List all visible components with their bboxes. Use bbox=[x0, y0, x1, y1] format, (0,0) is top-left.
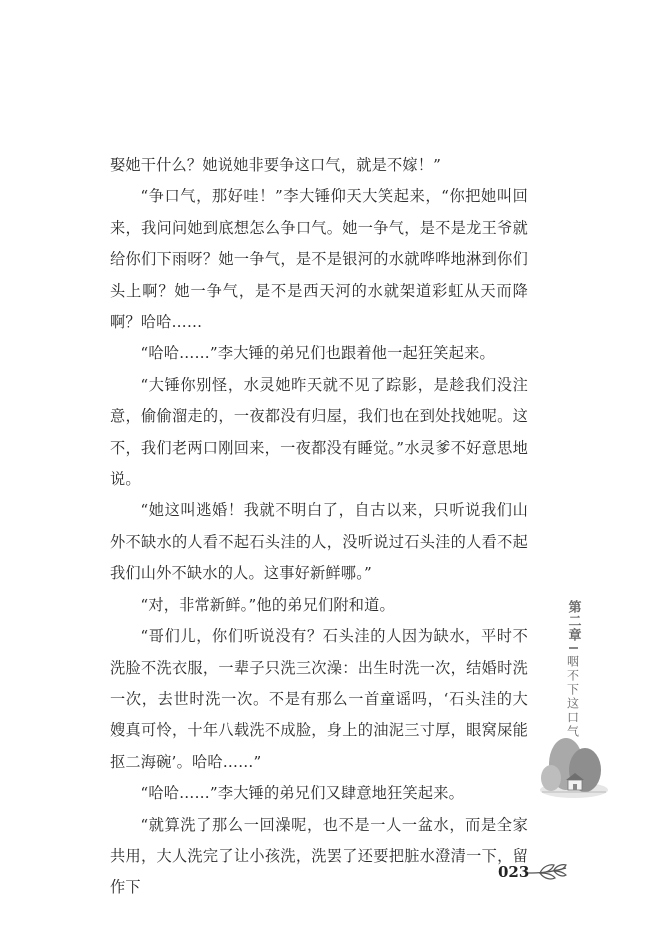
paragraph: “对，非常新鲜。”他的弟兄们附和道。 bbox=[140, 595, 395, 614]
paragraph: 娶她干什么？她说她非要争这口气，就是不嫁！” bbox=[110, 156, 442, 174]
chapter-label: 第二章 bbox=[565, 600, 581, 642]
paragraph: “哈哈……”李大锤的弟兄们又肆意地狂笑起来。 bbox=[140, 784, 465, 803]
paragraph: “她这叫逃婚！我就不明白了，自古以来，只听说我们山外不缺水的人看不起石头洼的人，没听说过石头洼的人看不起我们山外不缺水的人。这事好新鲜哪。” bbox=[110, 501, 528, 583]
title-divider bbox=[569, 647, 578, 649]
body-text bbox=[110, 150, 528, 904]
paragraph: “哥们儿，你们听说没有？石头洼的人因为缺水，平时不洗脸不洗衣服，一辈子只洗三次澡：出生时洗一次，结婚时洗一次，去世时洗一次。不是有那么一首童谣吗，‘石头洼的大嫂真可怜，十年八载洗不成脸，身上的油泥三寸厚，眼窝屎能抠二海碗’。哈哈……” bbox=[110, 627, 528, 771]
paragraph: “大锤你别怪，水灵她昨天就不见了踪影，是趁我们没注意，偷偷溜走的，一夜都没有归屋，我们也在到处找她呢。这不，我们老两口刚回来，一夜都没有睡觉。”水灵爹不好意思地说。 bbox=[110, 375, 528, 489]
paragraph: “就算洗了那么一回澡呢，也不是一人一盆水，而是全家共用，大人洗完了让小孩洗，洗罢了还要把脏水澄清一下，留作下 bbox=[110, 815, 528, 897]
leaf-ornament-icon bbox=[526, 862, 572, 882]
trees-house-illustration-icon bbox=[538, 730, 610, 802]
paragraph: “争口气，那好哇！”李大锤仰天大笑起来，“你把她叫回来，我问问她到底想怎么争口气。她一争气，是不是龙王爷就给你们下雨呀？她一争气，是不是银河的水就哗哗地淋到你们头上啊？她一争气，是不是西天河的水就架道彩虹从天而降啊？哈哈…… bbox=[110, 187, 528, 332]
chapter-title: 咽不下这口气 bbox=[565, 654, 580, 739]
page-number: 023 bbox=[498, 863, 530, 881]
chapter-side-title bbox=[558, 600, 588, 739]
paragraph: “哈哈……”李大锤的弟兄们也跟着他一起狂笑起来。 bbox=[140, 344, 495, 363]
